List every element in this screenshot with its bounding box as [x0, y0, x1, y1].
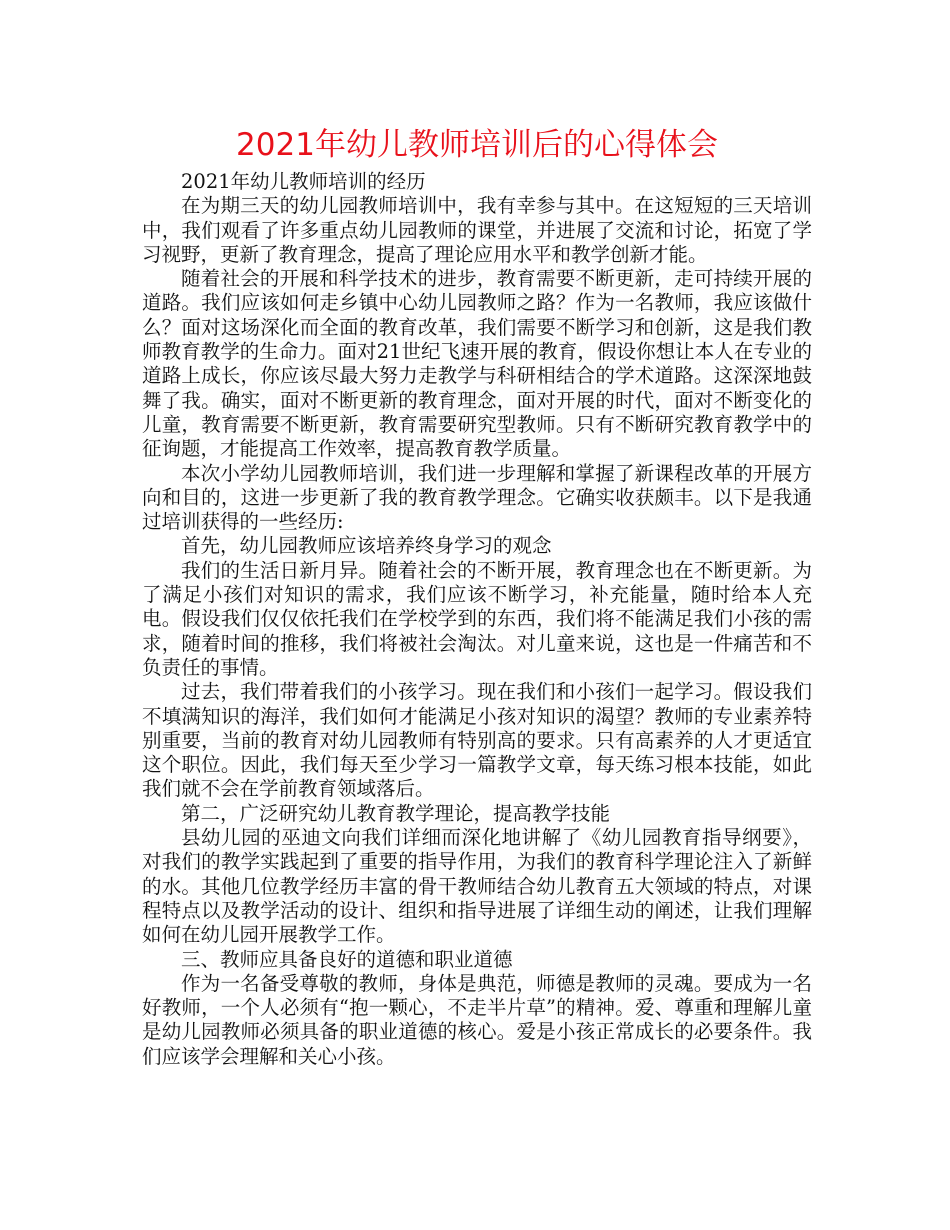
- paragraph-reform: 随着社会的开展和科学技术的进步，教育需要不断更新，走可持续开展的道路。我们应该如何走乡镇中心幼儿园教师之路？作为一名教师，我应该做什么？面对这场深化而全面的教育改革，我们需要不断学习和创新，这是我们教师教育教学的生命力。面对21世纪飞速开展的教育，假设你想让本人在专业的道路上成长，你应该尽最大努力走教学与科研相结合的学术道路。这深深地鼓舞了我。确实，面对不断更新的教育理念，面对开展的时代，面对不断变化的儿童，教育需要不断更新，教育需要研究型教师。只有不断研究教育教学中的征询题，才能提高工作效率，提高教育教学质量。: [142, 267, 812, 461]
- paragraph-intro: 在为期三天的幼儿园教师培训中，我有幸参与其中。在这短短的三天培训中，我们观看了许多重点幼儿园教师的课堂，并进展了交流和讨论，拓宽了学习视野，更新了教育理念，提高了理论应用水平和教学创新才能。: [142, 194, 812, 266]
- document-body: [142, 170, 812, 1069]
- paragraph-learning-together: 过去，我们带着我们的小孩学习。现在我们和小孩们一起学习。假设我们不填满知识的海洋，我们如何才能满足小孩对知识的渴望？教师的专业素养特别重要，当前的教育对幼儿园教师有特别高的要求。只有高素养的人才更适宜这个职位。因此，我们每天至少学习一篇教学文章，每天练习根本技能，如此我们就不会在学前教育领域落后。: [142, 680, 812, 801]
- section-heading-ethics: 三、教师应具备良好的道德和职业道德: [181, 947, 513, 971]
- paragraph-teaching-theory: 县幼儿园的巫迪文向我们详细而深化地讲解了《幼儿园教育指导纲要》，对我们的教学实践起到了重要的指导作用，为我们的教育科学理论注入了新鲜的水。其他几位教学经历丰富的骨干教师结合幼儿教育五大领域的特点，对课程特点以及教学活动的设计、组织和指导进展了详细生动的阐述，让我们理解如何在幼儿园开展教学工作。: [142, 826, 812, 947]
- paragraph-ethics: 作为一名备受尊敬的教师，身体是典范，师德是教师的灵魂。要成为一名好教师，一个人必须有“抱一颗心，不走半片草”的精神。爱、尊重和理解儿童是幼儿园教师必须具备的职业道德的核心。爱是小孩正常成长的必要条件。我们应该学会理解和关心小孩。: [142, 971, 812, 1068]
- paragraph-training-gains: 本次小学幼儿园教师培训，我们进一步理解和掌握了新课程改革的开展方向和目的，这进一步更新了我的教育教学理念。它确实收获颇丰。以下是我通过培训获得的一些经历:: [142, 461, 812, 534]
- section-heading-lifelong-learning: 首先，幼儿园教师应该培养终身学习的观念: [181, 534, 552, 558]
- page-title: 2021年幼儿教师培训后的心得体会: [236, 127, 718, 163]
- section-heading-teaching-theory: 第二，广泛研究幼儿教育教学理论，提高教学技能: [181, 801, 611, 825]
- document-page: [142, 0, 812, 1069]
- paragraph-lifelong-learning: 我们的生活日新月异。随着社会的不断开展，教育理念也在不断更新。为了满足小孩们对知识的需求，我们应该不断学习，补充能量，随时给本人充电。假设我们仅仅依托我们在学校学到的东西，我们将不能满足我们小孩的需求，随着时间的推移，我们将被社会淘汰。对儿童来说，这也是一件痛苦和不负责任的事情。: [142, 558, 812, 679]
- paragraph-subtitle: 2021年幼儿教师培训的经历: [181, 170, 426, 193]
